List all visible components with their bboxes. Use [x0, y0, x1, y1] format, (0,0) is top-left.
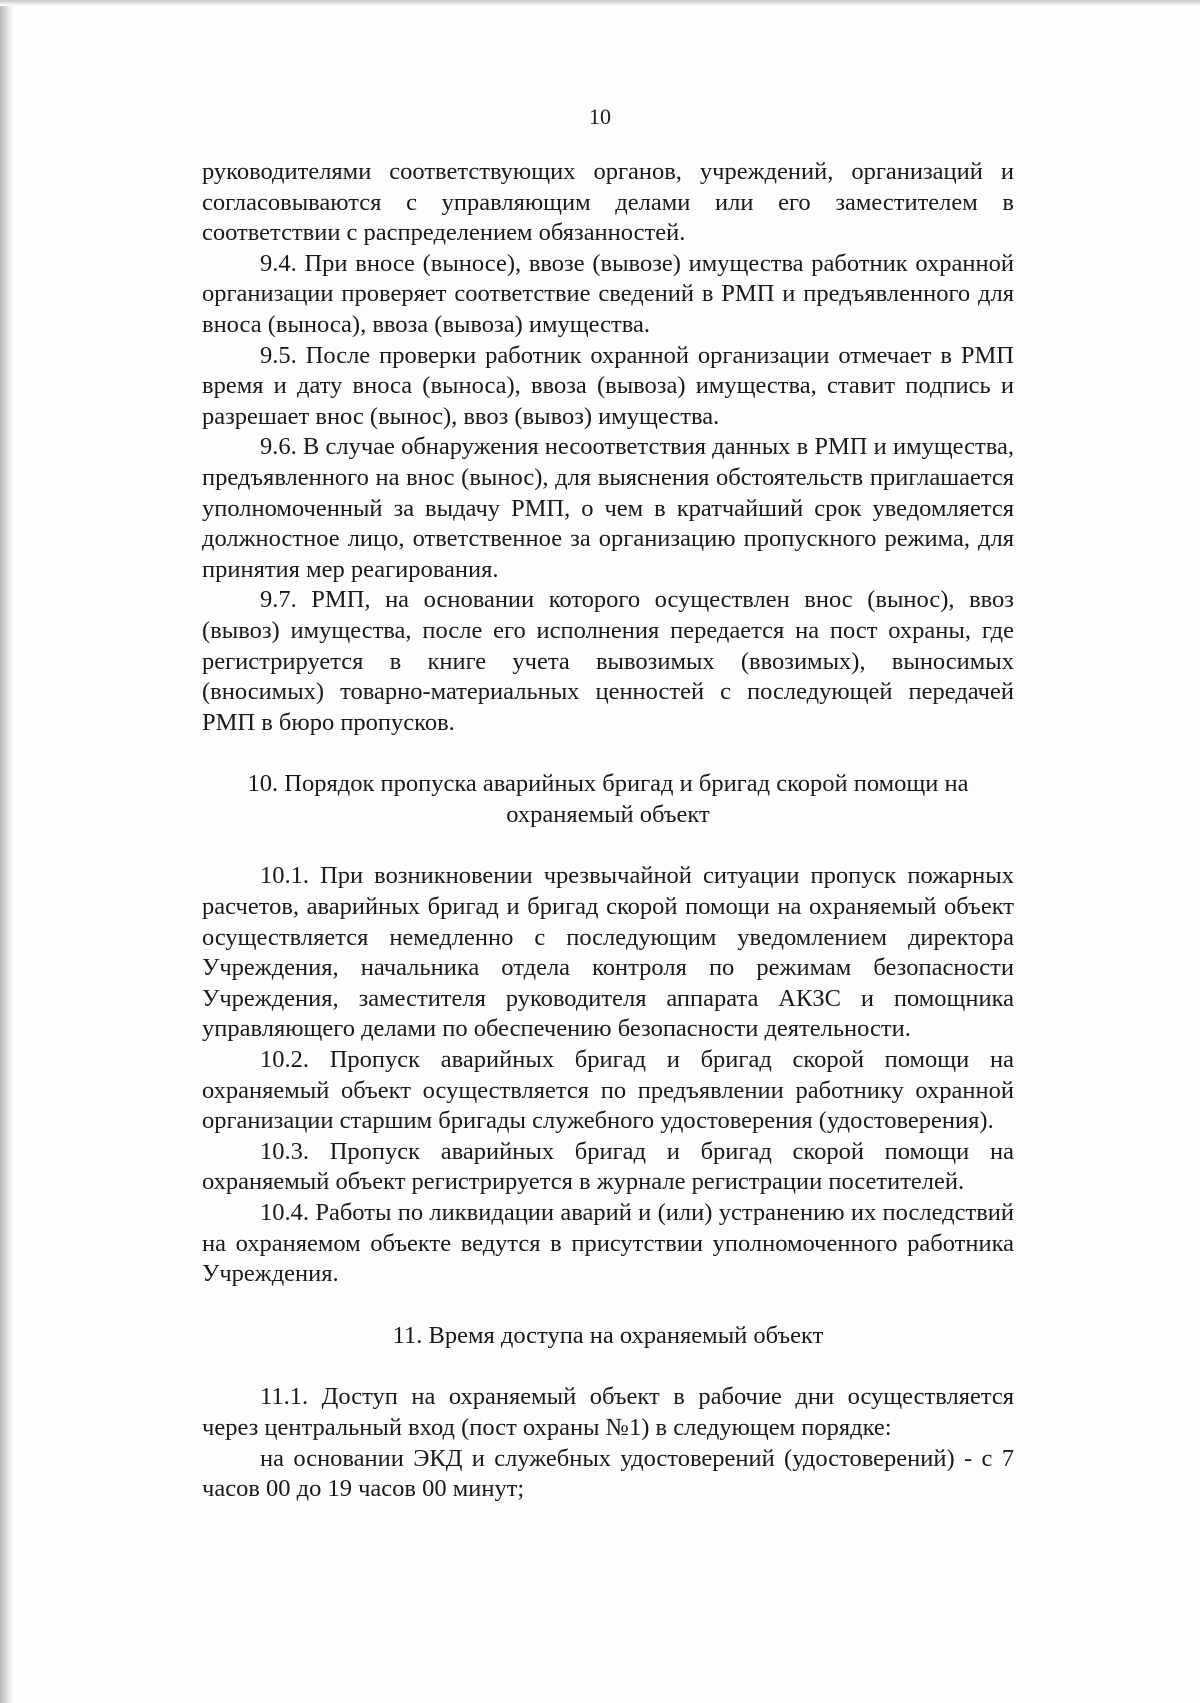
paragraph-10-2: 10.2. Пропуск аварийных бригад и бригад скорой помощи на охраняемый объект осуществляется по предъявлении работнику охранной организации старшим бригады служебного удостоверения (удостоверения). — [202, 1046, 1014, 1135]
spacer — [202, 830, 1014, 861]
paragraph-11-1-a: на основании ЭКД и служебных удостоверений (удостоверений) - с 7 часов 00 до 19 часов 00 минут; — [202, 1444, 1014, 1503]
paragraph-10-3: 10.3. Пропуск аварийных бригад и бригад скорой помощи на охраняемый объект регистрируется в журнале регистрации посетителей. — [202, 1137, 1014, 1196]
spacer — [202, 1290, 1014, 1321]
section-11-heading: 11. Время доступа на охраняемый объект — [392, 1321, 824, 1349]
paragraph-11-1: 11.1. Доступ на охраняемый объект в рабочие дни осуществляется через центральный вход (пост охраны №1) в следующем порядке: — [202, 1383, 1014, 1441]
scan-edge-left — [0, 0, 14, 1703]
spacer — [202, 738, 1014, 769]
section-10-heading: 10. Порядок пропуска аварийных бригад и бригад скорой помощи на охраняемый объект — [247, 770, 969, 828]
paragraph-9-5: 9.5. После проверки работник охранной организации отмечает в РМП время и дату вноса (выноса), ввоза (вывоза) имущества, ставит подпись и разрешает внос (вынос), ввоз (вывоз) имущества. — [202, 341, 1014, 430]
paragraph-9-6: 9.6. В случае обнаружения несоответствия данных в РМП и имущества, предъявленного на внос (вынос), для выяснения обстоятельств приглашается уполномоченный за выдачу РМП, о чем в кратчайший срок уведомляется должностное лицо, ответственное за организацию пропускного режима, для принятия мер реагирования. — [202, 433, 1014, 583]
scan-edge-top — [0, 0, 1200, 6]
page-number: 10 — [589, 104, 611, 129]
paragraph-continuation: руководителями соответствующих органов, учреждений, организаций и согласовываются с управляющим делами или его заместителем в соответствии с распределением обязанностей. — [202, 158, 1014, 247]
paragraph-9-7: 9.7. РМП, на основании которого осуществлен внос (вынос), ввоз (вывоз) имущества, после его исполнения передается на пост охраны, где регистрируется в книге учета вывозимых (ввозимых), выносимых (вносимых) товарно-материальных ценностей с последующей передачей РМП в бюро пропусков. — [202, 586, 1014, 736]
spacer — [202, 1351, 1014, 1382]
paragraph-9-4: 9.4. При вносе (выносе), ввозе (вывозе) имущества работник охранной организации проверяет соответствие сведений в РМП и предъявленного для вноса (выноса), ввоза (вывоза) имущества. — [202, 249, 1014, 338]
paragraph-10-1: 10.1. При возникновении чрезвычайной ситуации пропуск пожарных расчетов, аварийных бригад и бригад скорой помощи на охраняемый объект осуществляется немедленно с последующим уведомлением директора Учреждения, начальника отдела контроля по режимам безопасности Учреждения, заместителя руководителя аппарата АКЗС и помощника управляющего делами по обеспечению безопасности деятельности. — [202, 862, 1014, 1043]
paragraph-10-4: 10.4. Работы по ликвидации аварий и (или) устранению их последствий на охраняемом объекте ведутся в присутствии уполномоченного работника Учреждения. — [202, 1199, 1014, 1288]
document-body — [202, 157, 1014, 1505]
